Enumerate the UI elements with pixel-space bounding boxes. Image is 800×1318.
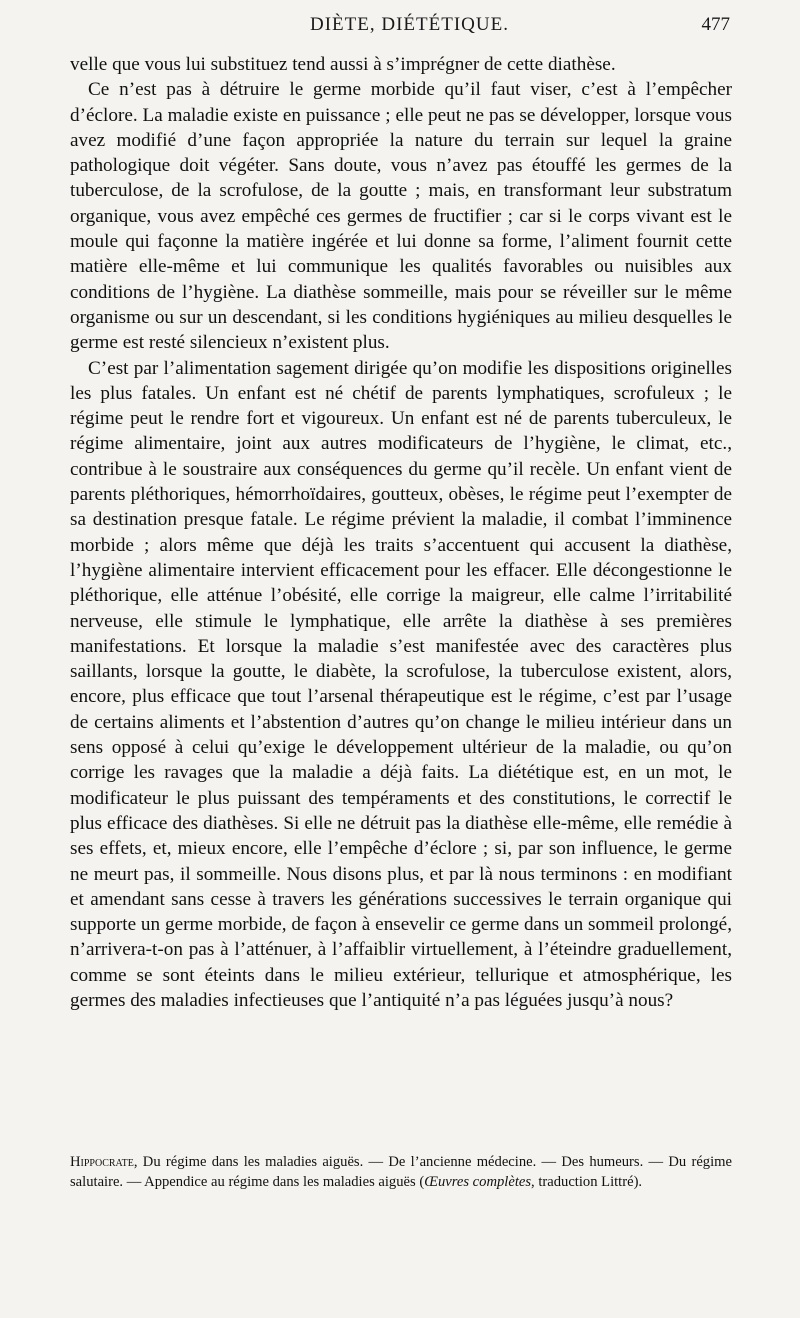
footnote-text: , Du régime dans les maladies aiguës. — De l’ancienne médecine. — Des humeurs. — Du régime salutaire. — Appendice au régime dans les maladies aiguës (	[70, 1154, 732, 1190]
footnote-author: Hippocrate	[70, 1154, 134, 1170]
footnote-tail: , traduction Littré).	[531, 1174, 643, 1190]
page-number: 477	[701, 14, 730, 35]
bibliography-note	[70, 1152, 732, 1192]
paragraph: Ce n’est pas à détruire le germe morbide qu’il faut viser, c’est à l’empêcher d’éclore. La maladie existe en puissance ; elle peut ne pas se développer, lorsque vous avez modifié d’une façon appropriée la nature du terrain sur lequel la graine pathologique doit végéter. Sans doute, vous n’avez pas étouffé les germes de la tuberculose, de la scrofulose, de la goutte ; mais, en transformant leur substratum organique, vous avez empêché ces germes de fructifier ; car si le corps vivant est le moule qui façonne la matière ingérée et lui donne sa forme, l’aliment fournit cette matière elle-même et lui communique les qualités favorables ou nuisibles aux conditions de l’hygiène. La diathèse sommeille, mais pour se réveiller sur le même organisme ou sur un descendant, si les conditions hygiéniques au milieu desquelles le germe est resté silencieux n’existent plus.	[70, 79, 732, 354]
paragraph: C’est par l’alimentation sagement dirigée qu’on modifie les dispositions originelles les plus fatales. Un enfant est né chétif de parents lymphatiques, scrofuleux ; le régime peut le rendre fort et vigoureux. Un enfant est né de parents tuberculeux, le régime alimentaire, joint aux autres modificateurs de l’hygiène, le climat, etc., contribue à le soustraire aux conséquences du germe qu’il recèle. Un enfant vient de parents pléthoriques, hémorrhoïdaires, goutteux, obèses, le régime peut l’exempter de sa destination presque fatale. Le régime prévient la maladie, il combat l’imminence morbide ; alors même que déjà les traits s’accentuent qui accusent la diathèse, l’hygiène alimentaire intervient efficacement pour les effacer. Elle décongestionne le pléthorique, elle atténue l’obésité, elle corrige la maigreur, elle calme l’irritabilité nerveuse, elle stimule le lymphatique, elle arrête la diathèse à ses premières manifestations. Et lorsque la maladie s’est manifestée avec des caractères plus saillants, lorsque la goutte, le diabète, la scrofulose, la tuberculose existent, alors, encore, plus efficace que tout l’arsenal thérapeutique est le régime, c’est par l’usage de certains aliments et l’abstention d’autres qu’on change le milieu intérieur dans un sens opposé à celui qu’exige le développement ultérieur de la maladie, ou qu’on corrige les ravages que la maladie a déjà faits. La diététique est, en un mot, le modificateur le plus puissant des tempéraments et des constitutions, le correctif le plus efficace des diathèses. Si elle ne détruit pas la diathèse elle-même, elle remédie à ses effets, et, mieux encore, elle l’empêche d’éclore ; si, par son influence, le germe ne meurt pas, il sommeille. Nous disons plus, et par là nous terminons : en modifiant et amendant sans cesse à travers les générations successives le terrain organique qui supporte un germe morbide, de façon à ensevelir ce germe dans un sommeil prolongé, n’arrivera-t-on pas à l’atténuer, à l’affaiblir virtuellement, à l’éteindre graduellement, comme se sont éteints dans le milieu extérieur, tellurique et atmosphérique, les germes des maladies infectieuses que l’antiquité n’a pas léguées jusqu’à nous?	[70, 357, 732, 1011]
footnote-italic-title: Œuvres complètes	[424, 1174, 532, 1190]
paragraph-continued: velle que vous lui substituez tend aussi à s’imprégner de cette diathèse.	[70, 54, 616, 75]
running-title: DIÈTE, DIÉTÉTIQUE.	[310, 14, 509, 35]
page-header	[70, 14, 730, 44]
body-text	[70, 52, 732, 1013]
